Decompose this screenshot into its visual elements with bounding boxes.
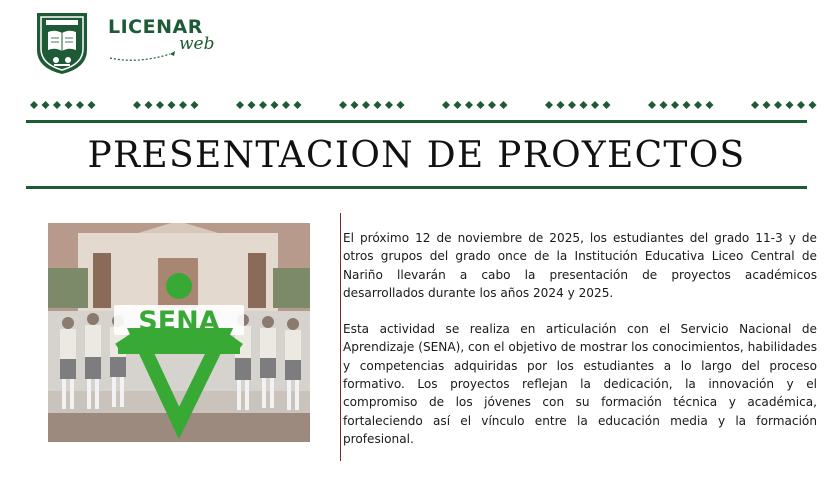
decorative-dot [168, 101, 176, 109]
decorative-dot [76, 101, 84, 109]
brand-subtitle: web [179, 34, 215, 54]
decorative-dot [683, 101, 691, 109]
decorative-dot [545, 101, 553, 109]
decorative-dot [660, 101, 668, 109]
decorative-dot [30, 101, 38, 109]
article-paragraph: Esta actividad se realiza en articulación con el Servicio Nacional de Aprendizaje (SENA), con el objetivo de mostrar los conocimientos, habilidades y competencias adquiridas por los estudiantes a lo largo del proceso formativo. Los proyectos reflejan la dedicación, la innovación y el compromiso de los jóvenes con su formación técnica y académica, fortaleciendo así el vínculo entre la educación media y la formación profesional. [343, 322, 817, 446]
decorative-dot [568, 101, 576, 109]
decorative-dot [786, 101, 794, 109]
brand-name: LICENAR [108, 16, 203, 38]
decorative-dot [706, 101, 714, 109]
decorative-dot [671, 101, 679, 109]
page-headline: PRESENTACION DE PROYECTOS [87, 135, 746, 176]
decorative-dot [282, 101, 290, 109]
decorative-dot [191, 101, 199, 109]
decorative-dot [603, 101, 611, 109]
decorative-dot [374, 101, 382, 109]
decorative-dot [763, 101, 771, 109]
decorative-dot [351, 101, 359, 109]
brand-logo [108, 16, 228, 66]
school-shield-icon [34, 10, 90, 76]
decorative-dot [557, 101, 565, 109]
decorative-dot [751, 101, 759, 109]
headline-rule-top [26, 120, 807, 123]
decorative-dot [488, 101, 496, 109]
decorative-dot [248, 101, 256, 109]
decorative-dot [259, 101, 267, 109]
decorative-dot [442, 101, 450, 109]
decorative-dot [88, 101, 96, 109]
students-photo [48, 223, 310, 442]
decorative-dot [648, 101, 656, 109]
article-body [343, 229, 817, 466]
decorative-dots [30, 98, 820, 112]
decorative-dot [454, 101, 462, 109]
decorative-dot [774, 101, 782, 109]
article-paragraph: El próximo 12 de noviembre de 2025, los estudiantes del grado 11-3 y de otros grupos del grado once de la Institución Educativa Liceo Central de Nariño llevarán a cabo la presentación de proyectos académicos desarrollados durante los años 2024 y 2025. [343, 231, 817, 300]
decorative-dot [797, 101, 805, 109]
decorative-dot [362, 101, 370, 109]
decorative-dot [477, 101, 485, 109]
decorative-dot [271, 101, 279, 109]
decorative-dot [385, 101, 393, 109]
decorative-dot [500, 101, 508, 109]
decorative-dot [42, 101, 50, 109]
decorative-dot [179, 101, 187, 109]
decorative-dot [294, 101, 302, 109]
decorative-dot [53, 101, 61, 109]
decorative-dot [236, 101, 244, 109]
decorative-dot [65, 101, 73, 109]
decorative-dot [156, 101, 164, 109]
decorative-dot [339, 101, 347, 109]
decorative-dot [145, 101, 153, 109]
column-divider [340, 213, 341, 461]
headline-rule-bottom [26, 186, 807, 189]
sena-logo-text: SENA [138, 306, 220, 337]
decorative-dot [133, 101, 141, 109]
decorative-dot [397, 101, 405, 109]
decorative-dot [809, 101, 817, 109]
decorative-dot [694, 101, 702, 109]
decorative-dot [465, 101, 473, 109]
decorative-dot [580, 101, 588, 109]
decorative-dot [591, 101, 599, 109]
